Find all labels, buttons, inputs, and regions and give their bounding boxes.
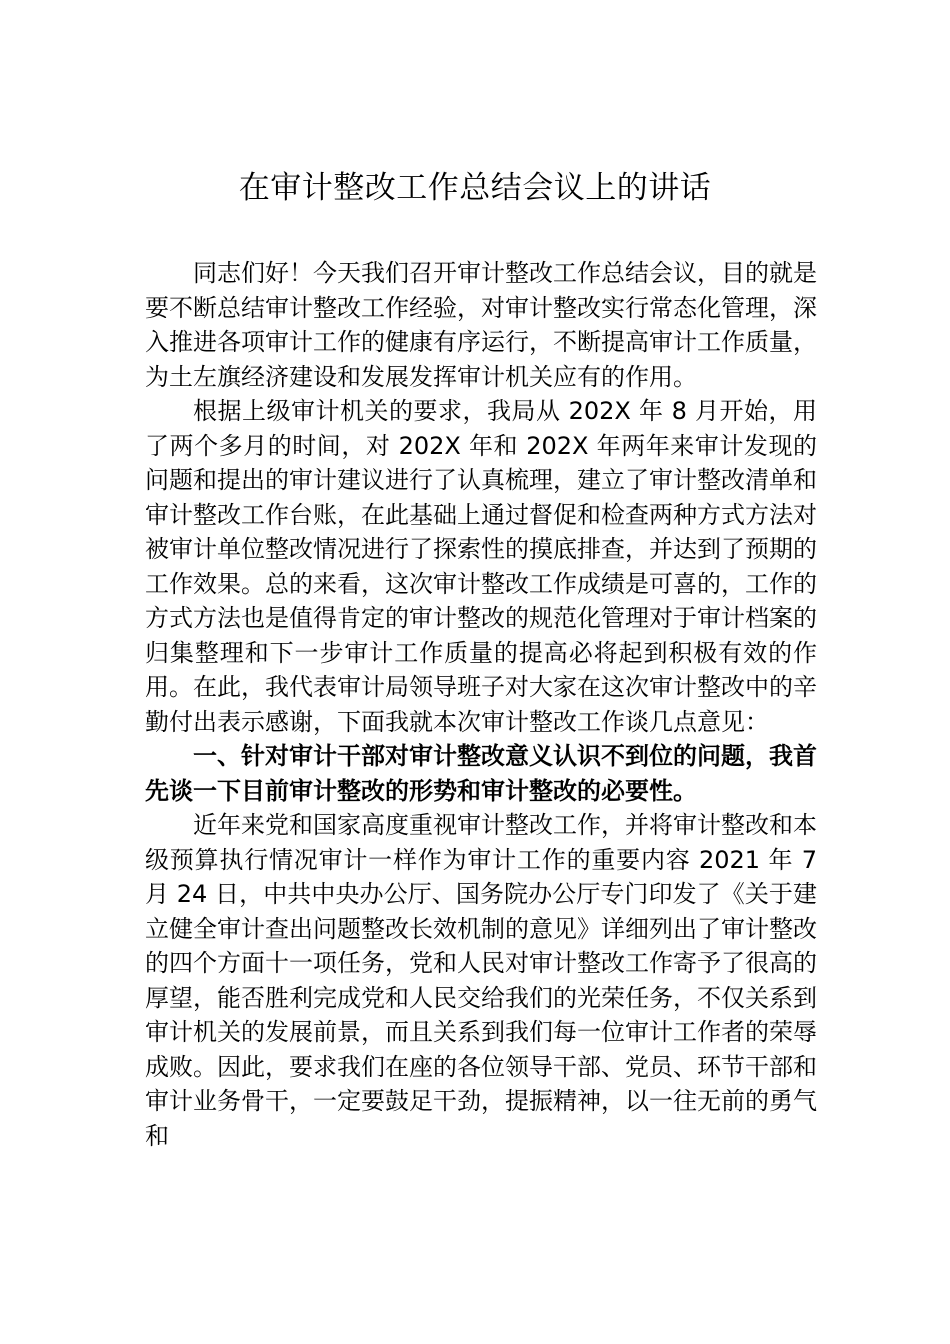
document-title: 在审计整改工作总结会议上的讲话 — [238, 170, 712, 206]
document-body — [145, 256, 817, 1153]
paragraph-background: 根据上级审计机关的要求，我局从 202X 年 8 月开始，用了两个多月的时间，对 202X 年和 202X 年两年来审计发现的问题和提出的审计建议进行了认真梳理，建立了审计整改清单和审计整改工作台账，在此基础上通过督促和检查两种方式方法对被审计单位整改情况进行了探索性的摸底排查，并达到了预期的工作效果。总的来看，这次审计整改工作成绩是可喜的，工作的方式方法也是值得肯定的审计整改的规范化管理对于审计档案的归集整理和下一步审计工作质量的提高必将起到积极有效的作用。在此，我代表审计局领导班子对大家在这次审计整改中的辛勤付出表示感谢，下面我就本次审计整改工作谈几点意见： — [145, 397, 817, 736]
paragraph-opening: 同志们好！今天我们召开审计整改工作总结会议，目的就是要不断总结审计整改工作经验，对审计整改实行常态化管理，深入推进各项审计工作的健康有序运行，不断提高审计工作质量，为土左旗经济建设和发展发挥审计机关应有的作用。 — [145, 259, 817, 391]
section-heading-one: 一、针对审计干部对审计整改意义认识不到位的问题，我首先谈一下目前审计整改的形势和审计整改的必要性。 — [145, 742, 817, 805]
paragraph-situation: 近年来党和国家高度重视审计整改工作，并将审计整改和本级预算执行情况审计一样作为审计工作的重要内容 2021 年 7 月 24 日，中共中央办公厅、国务院办公厅专门印发了《关于建立健全审计查出问题整改长效机制的意见》详细列出了审计整改的四个方面十一项任务，党和人民对审计整改工作寄予了很高的厚望，能否胜利完成党和人民交给我们的光荣任务，不仅关系到审计机关的发展前景，而且关系到我们每一位审计工作者的荣辱成败。因此，要求我们在座的各位领导干部、党员、环节干部和审计业务骨干，一定要鼓足干劲，提振精神，以一往无前的勇气和 — [145, 811, 817, 1150]
